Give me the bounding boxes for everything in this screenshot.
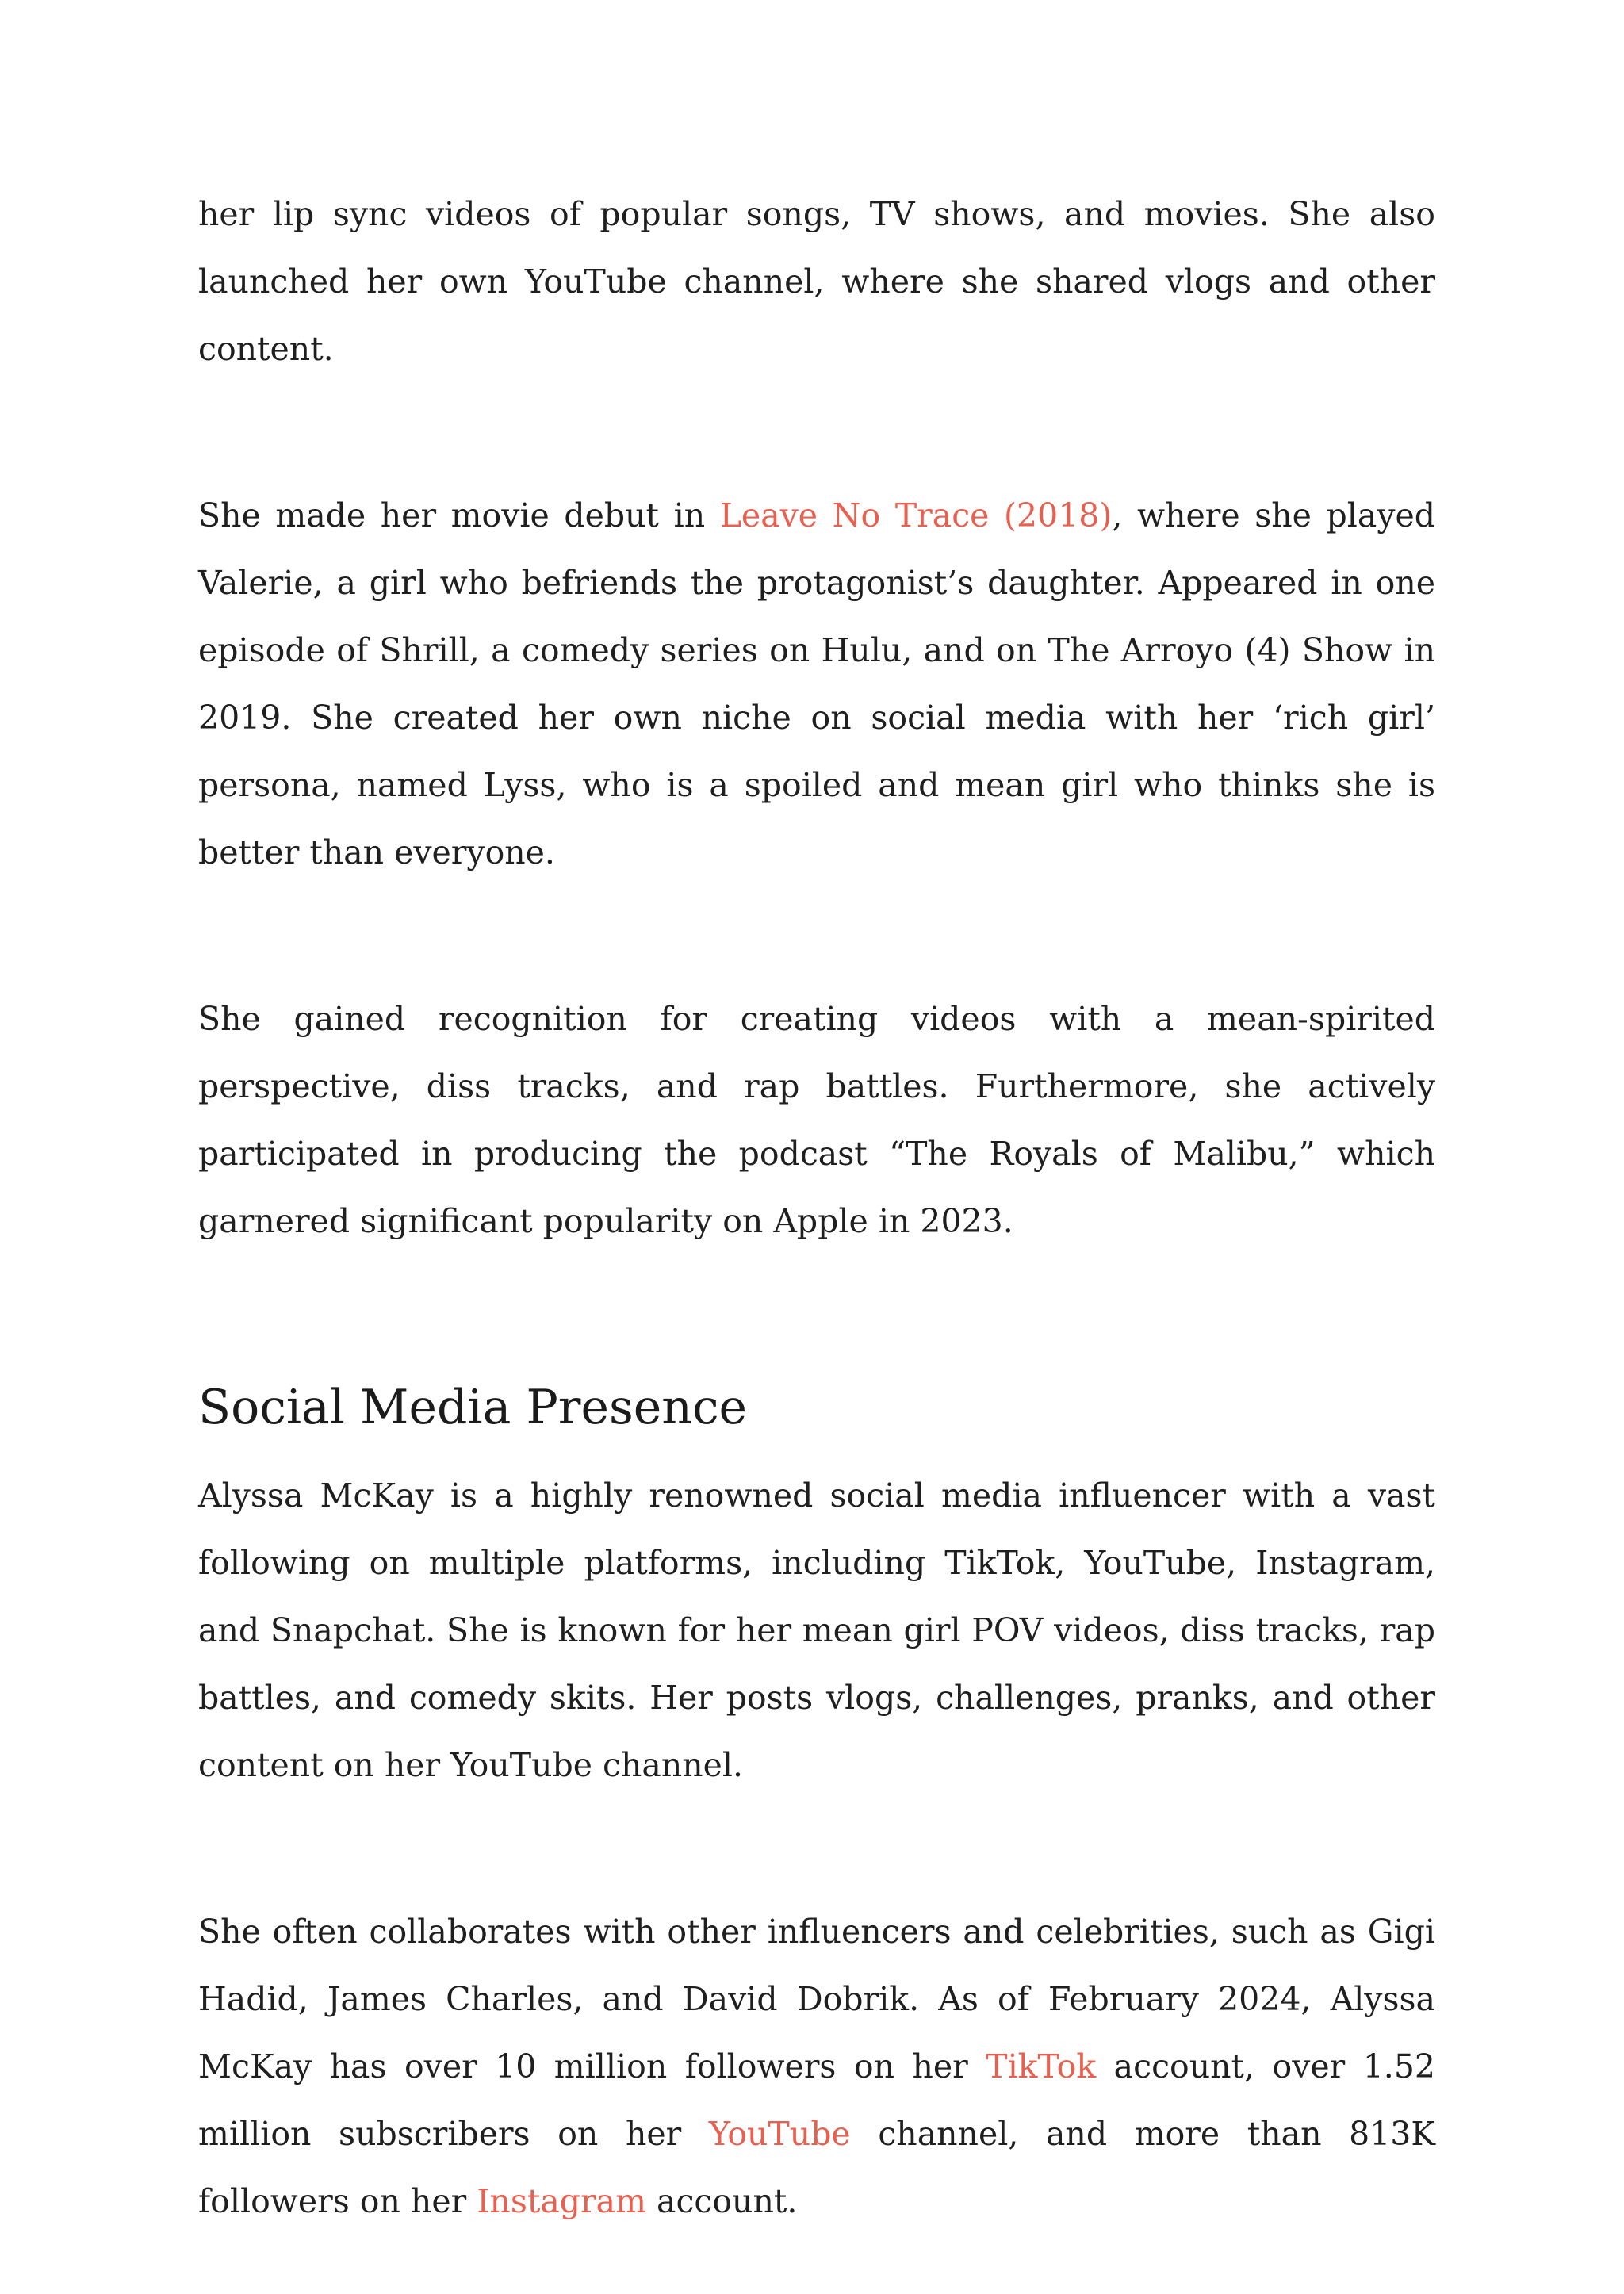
instagram-link[interactable]: Instagram (477, 2182, 646, 2220)
paragraph-text: Alyssa McKay is a highly renowned social media influencer with a vast following on multiple platforms, including TikTok, YouTube, Instagram, and Snapchat. She is known for her mean girl POV videos, diss tracks, rap battles, and comedy skits. Her posts vlogs, challenges, pranks, and other content on her YouTube channel. (198, 1476, 1435, 1784)
paragraph-text: account, over 1.52 million subscribers on her (198, 2047, 1435, 2153)
paragraph-movie-debut (198, 482, 1435, 887)
paragraph-recognition (198, 986, 1435, 1255)
paragraph-text: She gained recognition for creating videos with a mean-spirited perspective, diss tracks, and rap battles. Furthermore, she actively participated in producing the podcast “The Royals of Malibu,” which garnered significant popularity on Apple in 2023. (198, 1000, 1435, 1240)
paragraph-text: She made her movie debut in (198, 496, 720, 534)
paragraph-text: her lip sync videos of popular songs, TV shows, and movies. She also launched her own YouTube channel, where she shared vlogs and other content. (198, 195, 1435, 368)
tiktok-link[interactable]: TikTok (986, 2047, 1097, 2085)
paragraph-text: She often collaborates with other influencers and celebrities, such as Gigi Hadid, James Charles, and David Dobrik. As of February 2024, Alyssa McKay has over 10 million followers on her (198, 1913, 1435, 2085)
paragraph-text: , where she played Valerie, a girl who befriends the protagonist’s daughter. Appeared in one episode of Shrill, a comedy series on Hulu, and on The Arroyo (4) Show in 2019. She created her own niche on social media with her ‘rich girl’ persona, named Lyss, who is a spoiled and mean girl who thinks she is better than everyone. (198, 496, 1436, 871)
leave-no-trace-link[interactable]: Leave No Trace (2018) (719, 496, 1113, 534)
section-heading: Social Media Presence (198, 1380, 748, 1435)
youtube-link[interactable]: YouTube (708, 2115, 851, 2153)
paragraph-intro-continued (198, 181, 1435, 383)
paragraph-text: channel, and more than 813K followers on her (198, 2115, 1435, 2220)
article-body (198, 181, 1435, 2235)
paragraph-text: account. (645, 2182, 798, 2220)
paragraph-collaborations (198, 1898, 1435, 2235)
paragraph-social-media (198, 1462, 1435, 1799)
